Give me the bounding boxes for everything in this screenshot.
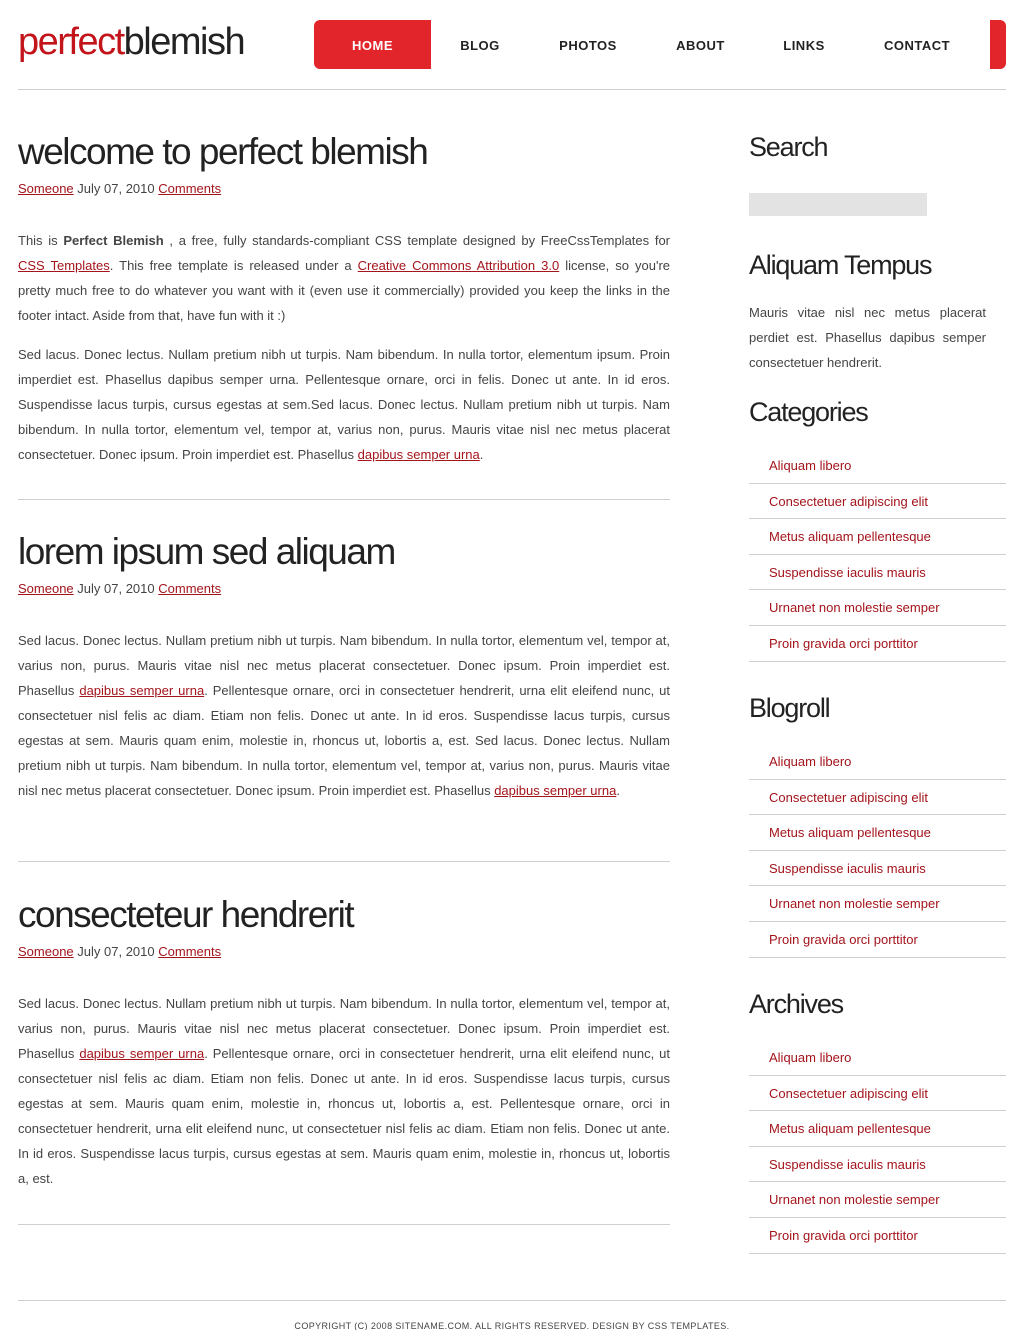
post-author-link[interactable]: Someone — [18, 581, 74, 596]
header — [0, 0, 1024, 90]
category-link[interactable]: Metus aliquam pellentesque — [769, 529, 931, 545]
footer-divider — [18, 1300, 1006, 1301]
blogroll-list — [749, 744, 1006, 958]
post-meta — [18, 943, 670, 961]
post-date: July 07, 2010 — [77, 581, 155, 596]
post-divider — [18, 1224, 670, 1225]
text-run: . Pellentesque ornare, orci in consectetuer hendrerit, urna elit eleifend nunc, ut consectetuer nisl felis ac diam. Etiam non felis. Donec ut ante. In id eros. Suspendisse lacus turpis, cursus egestas at sem. Mauris quam enim, molestie in, rhoncus ut, lobortis a, est. Sed lacus. Donec lectus. Nullam pretium nibh ut turpis. Nam bibendum. In nulla tortor, elementum vel, tempor at, varius non, purus. Mauris vitae nisl nec metus placerat consectetuer. Donec ipsum. Proin imperdiet est. Phasellus — [18, 683, 671, 798]
list-item — [749, 448, 1006, 484]
list-item — [749, 626, 1006, 662]
post-meta — [18, 580, 670, 598]
blogroll-link[interactable]: Metus aliquam pellentesque — [769, 825, 931, 841]
archive-link[interactable]: Urnanet non molestie semper — [769, 1192, 940, 1208]
post-body — [18, 228, 670, 467]
list-item — [749, 815, 1006, 851]
blogroll-title: Blogroll — [749, 693, 830, 723]
post-comments-link[interactable]: Comments — [158, 944, 222, 959]
blogroll-link[interactable]: Suspendisse iaculis mauris — [769, 860, 926, 876]
header-divider — [18, 89, 1006, 90]
text-run: . Pellentesque ornare, orci in consectetuer hendrerit, urna elit eleifend nunc, ut consectetuer nisl felis ac diam. Etiam non felis. Donec ut ante. In id eros. Suspendisse lacus turpis, cursus egestas at sem. Mauris quam enim, molestie in, rhoncus ut, lobortis a, est. Pellentesque ornare, orci in consectetuer hendrerit, urna elit eleifend nunc, ut consectetuer nisl felis ac diam. Etiam non felis. Donec ut ante. In id eros. Suspendisse lacus turpis, cursus egestas at sem. Mauris quam enim, molestie in, rhoncus ut, lobortis a, est. — [18, 1046, 671, 1186]
blogroll-link[interactable]: Aliquam libero — [769, 754, 852, 769]
search-input[interactable] — [749, 193, 927, 216]
archive-link[interactable]: Metus aliquam pellentesque — [769, 1121, 931, 1137]
list-item — [749, 1182, 1006, 1218]
archives-list — [749, 1040, 1006, 1254]
text-run: Sed lacus. Donec lectus. Nullam pretium nibh ut turpis. Nam bibendum. In nulla tortor, elementum vel, tempor at, varius non, purus. Mauris vitae nisl nec metus placerat consectetuer. Donec ipsum. Proin imperdiet est. Phasellus — [18, 633, 670, 698]
search-title: Search — [749, 132, 828, 162]
post-divider — [18, 499, 670, 500]
post-paragraph — [18, 342, 670, 467]
post-meta — [18, 180, 670, 198]
categories-list — [749, 448, 1006, 662]
dapibus-link[interactable]: dapibus semper urna — [494, 783, 617, 798]
archives-title: Archives — [749, 989, 843, 1019]
blogroll-link[interactable]: Consectetuer adipiscing elit — [769, 789, 928, 805]
post-paragraph — [18, 228, 670, 328]
archive-link[interactable]: Consectetuer adipiscing elit — [769, 1085, 928, 1101]
logo-part-blemish: blemish — [123, 21, 245, 63]
site-logo[interactable] — [18, 18, 244, 66]
category-link[interactable]: Consectetuer adipiscing elit — [769, 493, 928, 509]
category-link[interactable]: Aliquam libero — [769, 458, 852, 473]
archive-link[interactable]: Aliquam libero — [769, 1050, 852, 1065]
main-menu — [314, 20, 980, 69]
menu-contact[interactable]: CONTACT — [883, 38, 951, 53]
dapibus-link[interactable]: dapibus semper urna — [357, 447, 480, 462]
post-title[interactable]: welcome to perfect blemish — [18, 131, 428, 172]
post-date: July 07, 2010 — [77, 944, 155, 959]
text-run: . — [616, 783, 620, 798]
footer-copyright: COPYRIGHT (C) 2008 SITENAME.COM. ALL RIGHTS RESERVED. DESIGN BY CSS TEMPLATES. — [294, 1321, 730, 1330]
list-item — [749, 519, 1006, 555]
text-run: Sed lacus. Donec lectus. Nullam pretium nibh ut turpis. Nam bibendum. In nulla tortor, elementum ipsum. Proin imperdiet est. Phasellus dapibus semper urna. Pellentesque ornare, orci in felis. Donec ut ante. In id eros. Suspendisse lacus turpis, cursus egestas at sem.Sed lacus. Donec lectus. Nullam pretium nibh ut turpis. Nam bibendum. In nulla tortor, elementum vel, tempor at, varius non, purus. Mauris vitae nisl nec metus placerat consectetuer. Donec ipsum. Proin imperdiet est. Phasellus — [18, 347, 670, 462]
archive-link[interactable]: Proin gravida orci porttitor — [769, 1227, 918, 1243]
list-item — [749, 484, 1006, 520]
post-paragraph — [18, 991, 670, 1191]
template-name: Perfect Blemish — [63, 233, 164, 248]
blogroll-link[interactable]: Urnanet non molestie semper — [769, 896, 940, 912]
text-run: This is — [18, 233, 64, 248]
list-item — [749, 590, 1006, 626]
list-item — [749, 780, 1006, 816]
list-item — [749, 851, 1006, 887]
list-item — [749, 1076, 1006, 1112]
category-link[interactable]: Urnanet non molestie semper — [769, 600, 940, 616]
list-item — [749, 886, 1006, 922]
tempus-title: Aliquam Tempus — [749, 250, 932, 280]
list-item — [749, 922, 1006, 958]
post-1 — [18, 130, 670, 481]
blogroll-link[interactable]: Proin gravida orci porttitor — [769, 931, 918, 947]
post-paragraph — [18, 628, 670, 803]
list-item — [749, 1147, 1006, 1183]
post-author-link[interactable]: Someone — [18, 181, 74, 196]
list-item — [749, 555, 1006, 591]
post-body — [18, 628, 670, 803]
dapibus-link[interactable]: dapibus semper urna — [79, 1046, 205, 1061]
text-run: . This free template is released under a — [109, 258, 358, 273]
menu-photos[interactable]: PHOTOS — [559, 38, 617, 53]
text-run: license, so you're pretty much free to do whatever you want with it (even use it commercially) provided you keep the links in the footer intact. Aside from that, have fun with it :) — [18, 258, 671, 323]
list-item — [749, 1111, 1006, 1147]
text-run: Sed lacus. Donec lectus. Nullam pretium nibh ut turpis. Nam bibendum. In nulla tortor, elementum vel, tempor at, varius non, purus. Mauris vitae nisl nec metus placerat consectetuer. Donec ipsum. Proin imperdiet est. Phasellus — [18, 996, 670, 1061]
post-comments-link[interactable]: Comments — [158, 181, 222, 196]
post-date: July 07, 2010 — [77, 181, 155, 196]
menu-links[interactable]: LINKS — [783, 38, 825, 53]
text-run: . — [479, 447, 484, 462]
post-title[interactable]: consecteteur hendrerit — [18, 894, 354, 935]
post-3 — [18, 893, 670, 1205]
post-author-link[interactable]: Someone — [18, 944, 74, 959]
menu-about[interactable]: ABOUT — [676, 38, 725, 53]
list-item — [749, 744, 1006, 780]
css-templates-link[interactable]: CSS Templates — [18, 258, 110, 273]
categories-title: Categories — [749, 397, 868, 427]
category-link[interactable]: Suspendisse iaculis mauris — [769, 564, 926, 580]
menu-home[interactable]: HOME — [314, 20, 431, 69]
post-2 — [18, 530, 670, 817]
dapibus-link[interactable]: dapibus semper urna — [79, 683, 205, 698]
creative-commons-link[interactable]: Creative Commons Attribution 3.0 — [357, 258, 560, 273]
post-divider — [18, 861, 670, 862]
archive-link[interactable]: Suspendisse iaculis mauris — [769, 1156, 926, 1172]
logo-part-perfect: perfect — [18, 21, 124, 63]
post-title[interactable]: lorem ipsum sed aliquam — [18, 531, 395, 572]
list-item — [749, 1218, 1006, 1254]
menu-blog[interactable]: BLOG — [460, 38, 500, 53]
post-comments-link[interactable]: Comments — [158, 581, 222, 596]
tempus-text: Mauris vitae nisl nec metus placerat perdiet est. Phasellus dapibus semper consectetuer hendrerit. — [749, 305, 986, 370]
menu-end-cap — [990, 20, 1006, 69]
list-item — [749, 1040, 1006, 1076]
post-body — [18, 991, 670, 1191]
category-link[interactable]: Proin gravida orci porttitor — [769, 635, 918, 651]
text-run: , a free, fully standards-compliant CSS template designed by FreeCssTemplates for — [163, 233, 671, 248]
